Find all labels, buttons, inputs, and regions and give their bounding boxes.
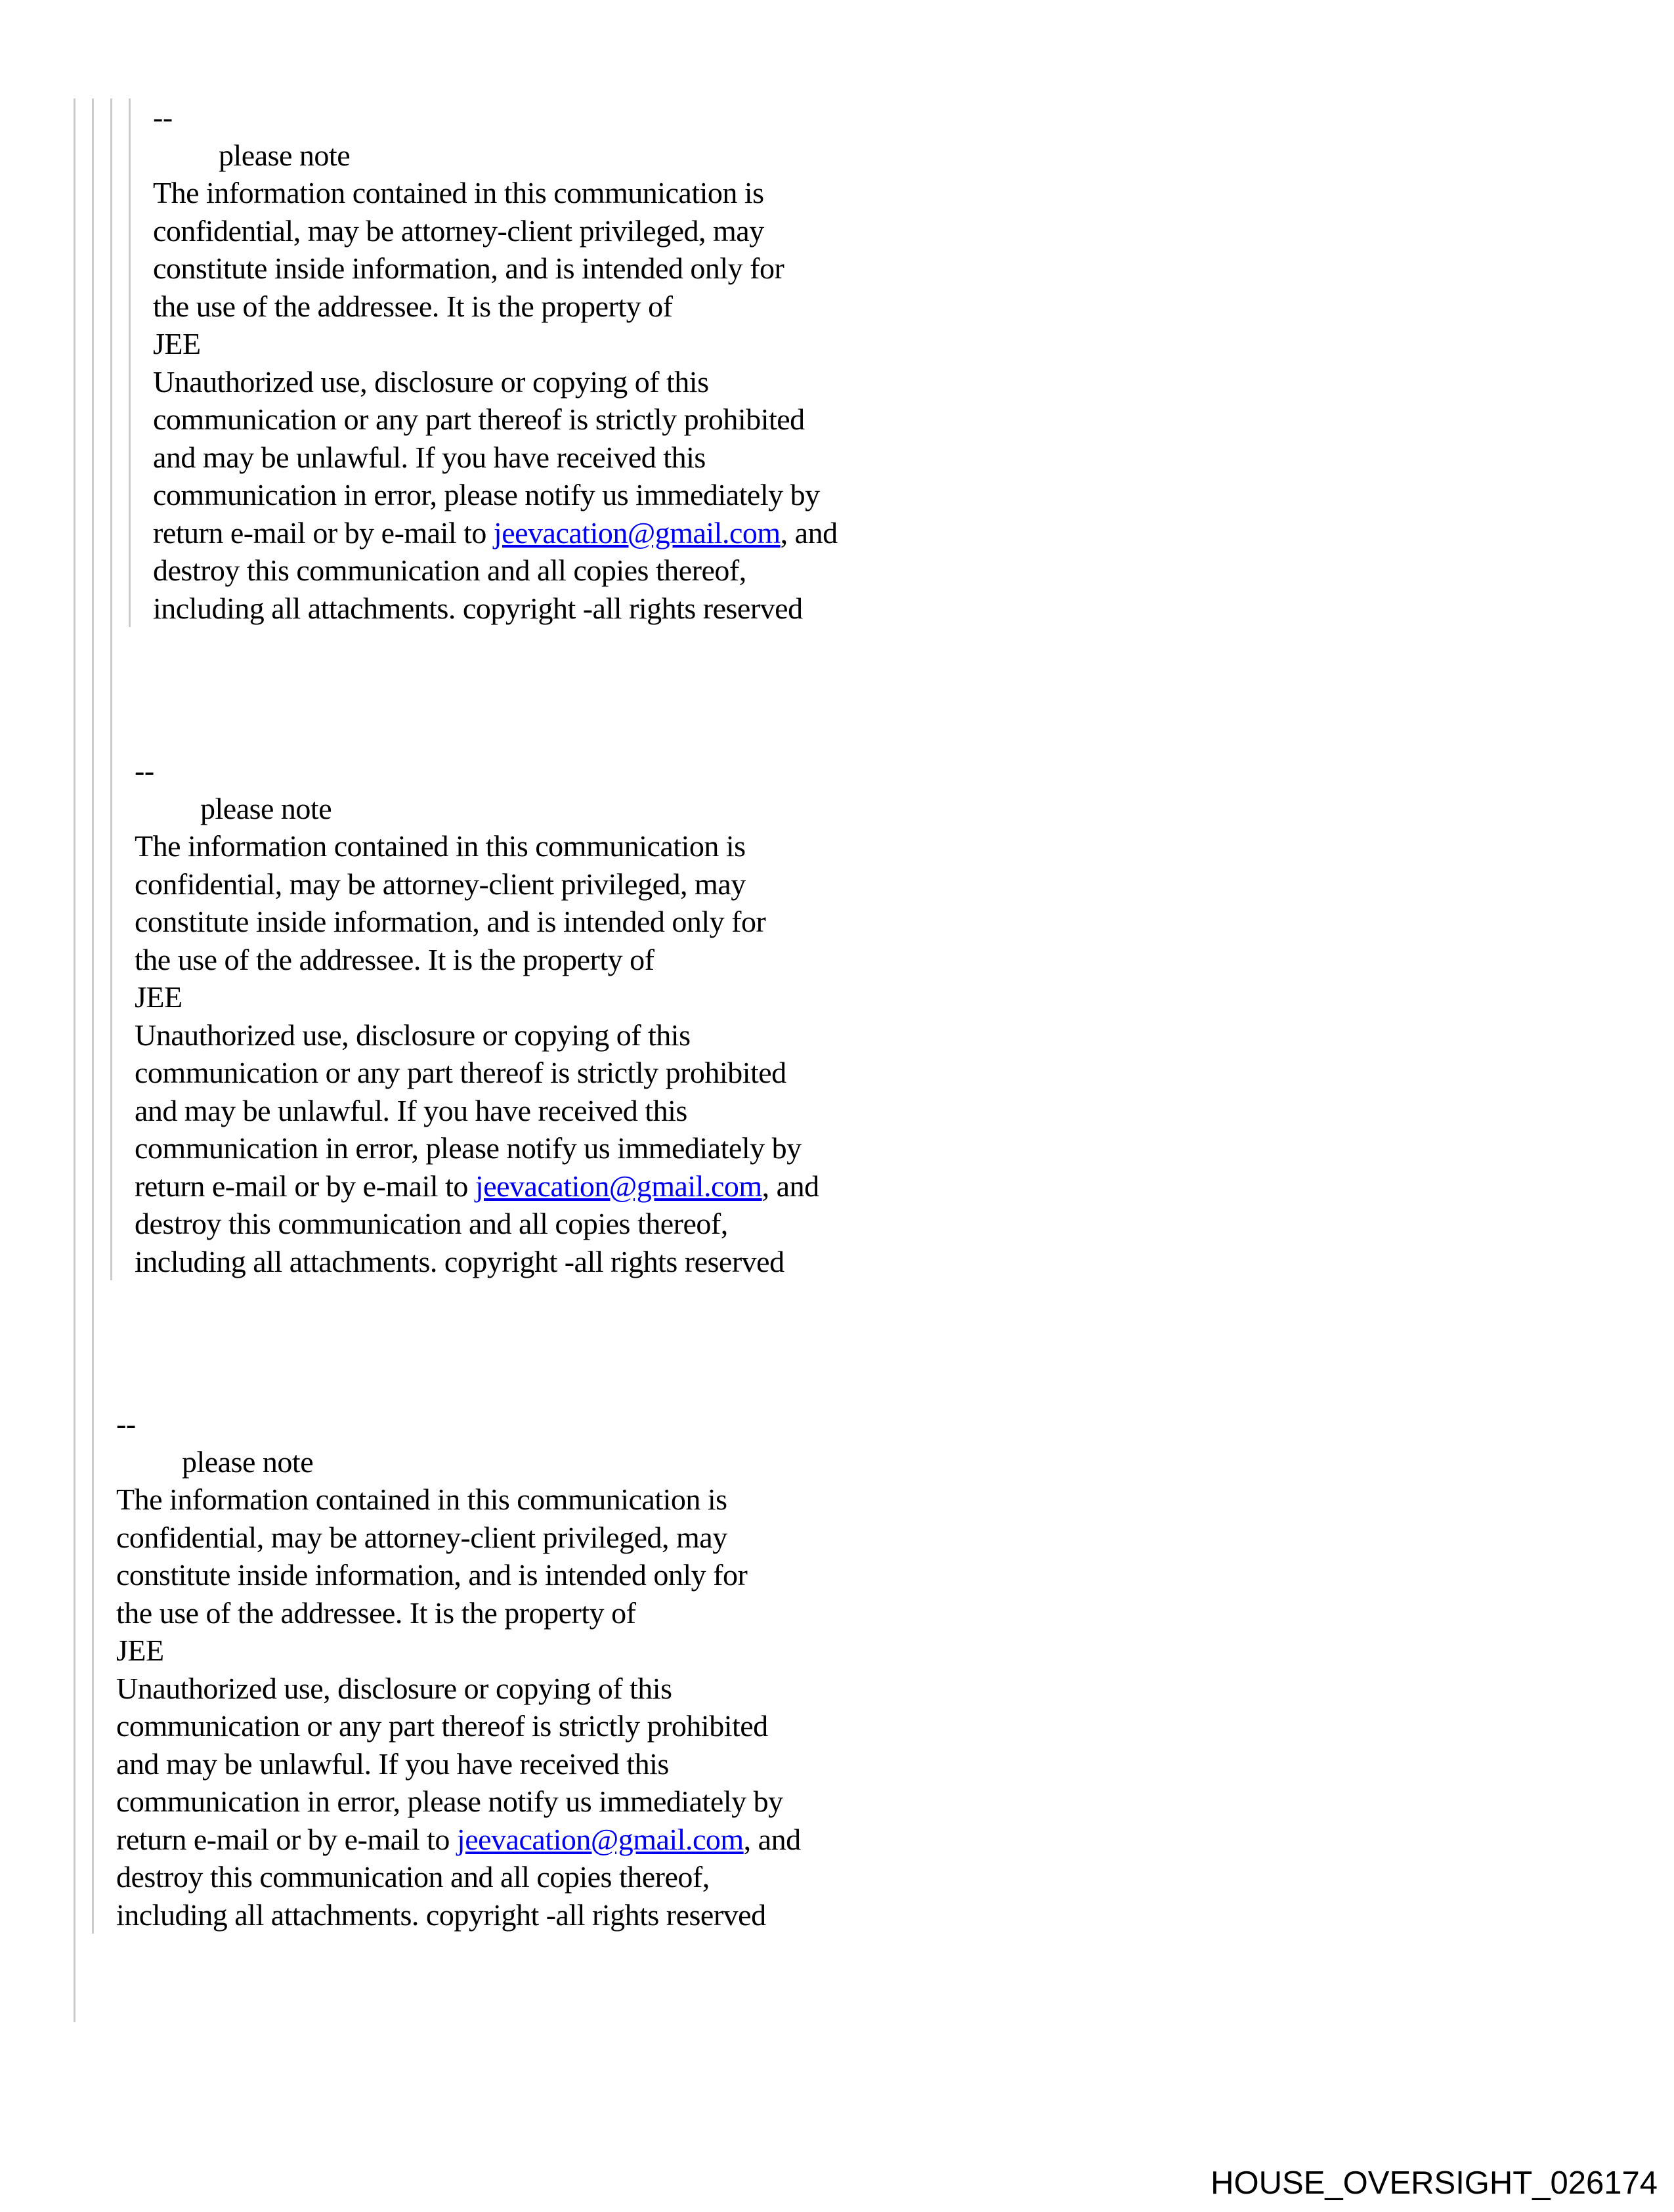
disclaimer-line: and may be unlawful. If you have received this: [153, 440, 706, 474]
disclaimer-line: The information contained in this communication is: [135, 829, 746, 863]
disclaimer-line: Unauthorized use, disclosure or copying of this: [153, 364, 709, 399]
disclaimer-link-line: [135, 1167, 1190, 1205]
please-note-label: please note: [182, 1444, 314, 1479]
disclaimer-line: confidential, may be attorney-client privileged, may: [135, 867, 746, 901]
link-line-suffix: , and: [743, 1822, 801, 1856]
signature-separator: --: [153, 100, 173, 134]
disclaimer-line: The information contained in this communication is: [116, 1483, 727, 1516]
block-gap: [110, 1280, 1190, 1405]
disclaimer-link-line: [153, 514, 1190, 552]
link-line-prefix: return e-mail or by e-mail to: [153, 515, 494, 550]
disclaimer-line: constitute inside information, and is intended only for: [135, 905, 766, 938]
disclaimer-line: confidential, may be attorney-client privileged, may: [116, 1520, 727, 1554]
signature-block-2: [129, 752, 1190, 1280]
disclaimer-line: The information contained in this communication is: [153, 176, 764, 209]
disclaimer-line: including all attachments. copyright -all rights reserved: [153, 591, 803, 625]
email-link[interactable]: jeevacation@gmail.com: [475, 1169, 762, 1203]
bates-number: HOUSE_OVERSIGHT_026174: [1211, 2165, 1658, 2201]
disclaimer-line: communication or any part thereof is strictly prohibited: [135, 1056, 786, 1089]
signature-block-3: [110, 1405, 1190, 1934]
disclaimer-line: communication or any part thereof is strictly prohibited: [153, 402, 805, 436]
quote-bar-level-4: [129, 98, 1190, 627]
disclaimer-lines: [135, 827, 1190, 1167]
disclaimer-lines: [116, 1481, 1190, 1821]
disclaimer-line: including all attachments. copyright -all rights reserved: [135, 1244, 784, 1278]
disclaimer-line: the use of the addressee. It is the property of: [116, 1595, 636, 1630]
disclaimer-line: the use of the addressee. It is the property of: [135, 942, 655, 976]
disclaimer-line: confidential, may be attorney-client privileged, may: [153, 213, 764, 248]
quote-tail-gap: [92, 1934, 1190, 2022]
disclaimer-line: Unauthorized use, disclosure or copying of this: [116, 1671, 672, 1705]
disclaimer-line: constitute inside information, and is intended only for: [153, 251, 784, 285]
quote-bar-level-3: [110, 98, 1190, 1280]
disclaimer-lines: [153, 552, 1190, 627]
disclaimer-line: and may be unlawful. If you have received this: [116, 1746, 669, 1781]
quote-bar-level-1: [74, 98, 1190, 2022]
link-line-prefix: return e-mail or by e-mail to: [116, 1822, 457, 1856]
quoted-email-region: [74, 98, 1190, 2022]
signature-separator: --: [116, 1407, 136, 1441]
disclaimer-line: communication in error, please notify us immediately by: [153, 478, 820, 511]
disclaimer-line: destroy this communication and all copies thereof,: [116, 1860, 710, 1894]
disclaimer-line: destroy this communication and all copies thereof,: [135, 1207, 728, 1240]
disclaimer-line: communication or any part thereof is strictly prohibited: [116, 1709, 768, 1743]
please-note-label: please note: [219, 138, 351, 172]
link-line-prefix: return e-mail or by e-mail to: [135, 1169, 475, 1203]
disclaimer-lines: [116, 1858, 1190, 1934]
block-gap: [129, 627, 1190, 752]
quote-bar-level-2: [92, 98, 1190, 1934]
disclaimer-line: communication in error, please notify us immediately by: [116, 1785, 783, 1818]
link-line-suffix: , and: [780, 515, 838, 550]
disclaimer-line: the use of the addressee. It is the property of: [153, 289, 673, 323]
disclaimer-line: and may be unlawful. If you have received this: [135, 1093, 687, 1127]
disclaimer-line: constitute inside information, and is intended only for: [116, 1558, 748, 1592]
signature-separator: --: [135, 754, 154, 787]
email-link[interactable]: jeevacation@gmail.com: [493, 515, 781, 550]
disclaimer-line: JEE: [153, 327, 201, 360]
signature-block-1: [147, 98, 1190, 627]
disclaimer-line: communication in error, please notify us immediately by: [135, 1131, 802, 1165]
disclaimer-line: Unauthorized use, disclosure or copying of this: [135, 1018, 691, 1052]
disclaimer-link-line: [116, 1821, 1190, 1859]
please-note-label: please note: [200, 791, 332, 825]
disclaimer-line: JEE: [135, 980, 182, 1014]
disclaimer-line: JEE: [116, 1634, 164, 1667]
disclaimer-line: destroy this communication and all copies thereof,: [153, 553, 746, 587]
disclaimer-lines: [153, 174, 1190, 514]
disclaimer-lines: [135, 1205, 1190, 1280]
link-line-suffix: , and: [762, 1169, 819, 1203]
disclaimer-line: including all attachments. copyright -all rights reserved: [116, 1898, 766, 1932]
email-link[interactable]: jeevacation@gmail.com: [456, 1822, 744, 1856]
